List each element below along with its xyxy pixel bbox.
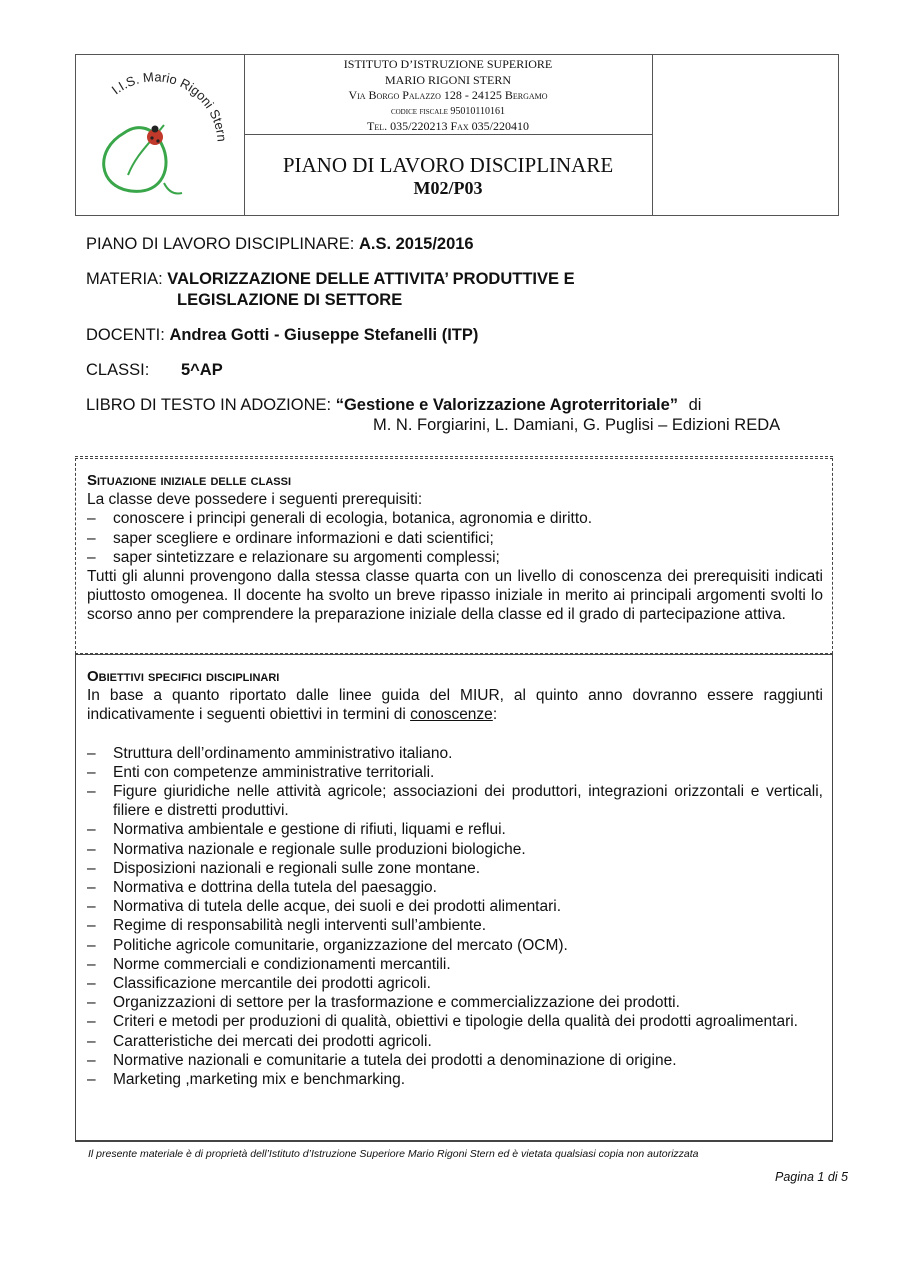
teachers-label: DOCENTI: [86,326,165,344]
list-item: – saper sintetizzare e relazionare su argomenti complessi; [87,548,823,567]
classes-line [86,360,149,380]
subject-label: MATERIA: [86,270,163,288]
situation-title: Situazione iniziale delle classi [87,472,292,489]
situation-paragraph: Tutti gli alunni provengono dalla stessa classe quarta con un livello di conoscenza dei prerequisiti indicati piuttosto omogenea. Il docente ha svolto un breve ripasso iniziale in merito ai principali argomenti svolti lo scorso anno per comprendere la preparazione iniziale della classe ed il grado di partecipazione attiva. [87,568,823,624]
objectives-intro [87,686,823,724]
plan-line [86,234,474,254]
list-item: – Enti con competenze amministrative territoriali. [87,763,823,782]
list-item: – saper scegliere e ordinare informazioni e dati scientifici; [87,529,823,548]
copyright-notice: Il presente materiale è di proprietà dell’Istituto d’Istruzione Superiore Mario Rigoni Stern ed è vietata qualsiasi copia non autorizzata [88,1148,699,1160]
document-title-block [244,153,652,199]
list-item: – Politiche agricole comunitarie, organizzazione del mercato (OCM). [87,936,823,955]
classes-value-wrap [181,360,223,380]
document-code: M02/P03 [413,178,483,198]
document-title: PIANO DI LAVORO DISCIPLINARE [282,153,614,177]
plan-label: PIANO DI LAVORO DISCIPLINARE: [86,235,355,253]
subject-line-2 [177,290,402,310]
list-item: – Normativa nazionale e regionale sulle produzioni biologiche. [87,840,823,859]
institute-phone: Tel. 035/220213 Fax 035/220410 [367,119,529,133]
institute-name-line1: ISTITUTO D’ISTRUZIONE SUPERIORE [343,57,553,71]
list-item: – Regime di responsabilità negli interventi sull’ambiente. [87,916,823,935]
objectives-intro-keyword: conoscenze [410,706,493,724]
book-di: di [688,396,702,414]
list-item: – Normativa di tutela delle acque, dei suoli e dei prodotti alimentari. [87,897,823,916]
list-item: – Disposizioni nazionali e regionali sulle zone montane. [87,859,823,878]
subject-value: VALORIZZAZIONE DELLE ATTIVITA’ PRODUTTIVE E [167,270,575,288]
teachers-value: Andrea Gotti - Giuseppe Stefanelli (ITP) [169,326,479,344]
school-logo [76,55,244,215]
list-item: – Figure giuridiche nelle attività agricole; associazioni dei produttori, integrazioni orizzontali e verticali, filiere e distretti produttivi. [87,782,823,820]
book-authors-line [373,415,780,435]
objectives-section [87,667,823,1089]
list-item: – Caratteristiche dei mercati dei prodotti agricoli. [87,1032,823,1051]
objectives-list [87,744,823,1090]
list-item: – Norme commerciali e condizionamenti mercantili. [87,955,823,974]
header-divider [652,55,653,215]
objectives-intro-colon: : [492,706,498,724]
institute-info [244,57,652,135]
objectives-intro-text: In base a quanto riportato dalle linee guida del MIUR, al quinto anno dovranno essere raggiunti indicativamente i seguenti obiettivi in termini di [87,687,823,724]
situation-intro: La classe deve possedere i seguenti prerequisiti: [87,491,423,509]
list-item: – Struttura dell’ordinamento amministrativo italiano. [87,744,823,763]
subject-value-cont: LEGISLAZIONE DI SETTORE [177,291,403,309]
list-item: – Marketing ,marketing mix e benchmarking. [87,1070,823,1089]
classes-value: 5^AP [181,361,223,379]
classes-label: CLASSI: [86,361,150,379]
list-item: – Classificazione mercantile dei prodotti agricoli. [87,974,823,993]
list-item: – Normativa ambientale e gestione di rifiuti, liquami e reflui. [87,820,823,839]
book-label: LIBRO DI TESTO IN ADOZIONE: [86,396,332,414]
header-table [75,54,839,216]
divider [75,456,833,457]
institute-address: Via Borgo Palazzo 128 - 24125 Bergamo [348,88,548,102]
book-title: “Gestione e Valorizzazione Agroterritoriale” [335,396,679,414]
list-item: – Normativa e dottrina della tutela del paesaggio. [87,878,823,897]
situation-section [87,471,823,625]
logo-cell [76,55,245,215]
teachers-line [86,325,478,345]
objectives-title: Obiettivi specifici disciplinari [87,668,280,685]
institute-name-line2: MARIO RIGONI STERN [385,72,511,87]
prerequisites-list [87,509,823,567]
book-line [86,395,701,415]
subject-line [86,269,575,289]
list-item: – conoscere i principi generali di ecologia, botanica, agronomia e diritto. [87,509,823,528]
page-number: Pagina 1 di 5 [775,1170,848,1184]
plan-year: A.S. 2015/2016 [358,235,474,253]
institute-tax-code: codice fiscale 95010110161 [390,105,506,117]
list-item: – Normative nazionali e comunitarie a tutela dei prodotti a denominazione di origine. [87,1051,823,1070]
list-item: – Organizzazioni di settore per la trasformazione e commercializzazione dei prodotti. [87,993,823,1012]
logo-text: I.I.S. Mario Rigoni Stern [108,69,230,143]
list-item: – Criteri e metodi per produzioni di qualità, obiettivi e tipologie della qualità dei prodotti agroalimentari. [87,1012,823,1031]
book-authors: M. N. Forgiarini, L. Damiani, G. Puglisi – Edizioni REDA [373,416,781,434]
